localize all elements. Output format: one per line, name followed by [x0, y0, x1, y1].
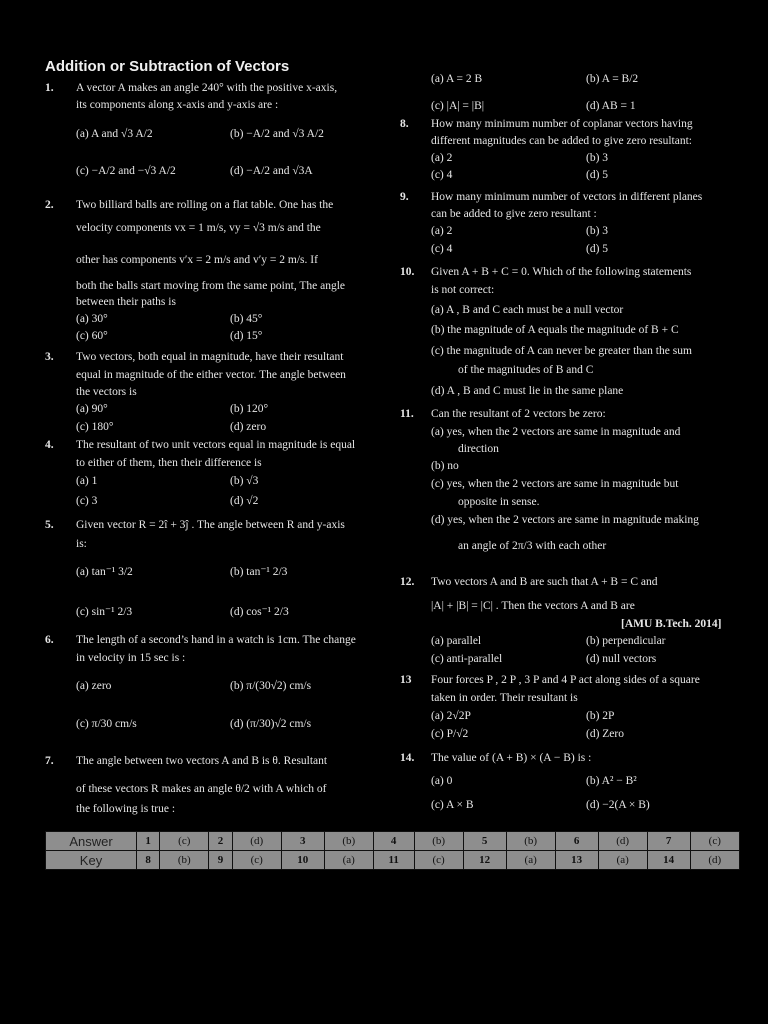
q4-option-c: (c) 3 — [76, 495, 98, 507]
q2-text-5: between their paths is — [76, 296, 176, 308]
answer-key-table — [45, 831, 740, 870]
q2-option-c: (c) 60° — [76, 330, 108, 342]
q2-text-2: velocity components vx = 1 m/s, vy = √3 m/s and the — [76, 222, 321, 234]
q11-option-c-1: (c) yes, when the 2 vectors are same in magnitude but — [431, 478, 679, 490]
q8-option-c: (c) 4 — [431, 169, 453, 181]
q12-text-1: Two vectors A and B are such that A + B = C and — [431, 576, 658, 588]
q6-text-2: in velocity in 15 sec is : — [76, 652, 186, 664]
answer-key-answer: (d) — [598, 832, 647, 851]
q12-number: 12. — [400, 576, 415, 588]
q4-number: 4. — [45, 439, 54, 451]
q5-option-a: (a) tan⁻¹ 3/2 — [76, 566, 133, 578]
q5-option-b: (b) tan⁻¹ 2/3 — [230, 566, 288, 578]
q11-option-a-1: (a) yes, when the 2 vectors are same in magnitude and — [431, 426, 681, 438]
q7-option-d: (d) AB = 1 — [586, 100, 636, 112]
q11-option-d-1: (d) yes, when the 2 vectors are same in magnitude making — [431, 514, 699, 526]
answer-key-question: 2 — [209, 832, 232, 851]
answer-key-answer: (a) — [506, 851, 555, 870]
q1-number: 1. — [45, 82, 54, 94]
q11-option-b: (b) no — [431, 460, 459, 472]
q4-option-b: (b) √3 — [230, 475, 259, 487]
q4-option-d: (d) √2 — [230, 495, 259, 507]
q1-option-b: (b) −A/2 and √3 A/2 — [230, 128, 324, 140]
q8-option-d: (d) 5 — [586, 169, 609, 181]
q9-option-a: (a) 2 — [431, 225, 453, 237]
answer-key-question: 13 — [555, 851, 598, 870]
q11-option-a-2: direction — [458, 443, 499, 455]
q9-number: 9. — [400, 191, 409, 203]
q3-text-1: Two vectors, both equal in magnitude, have their resultant — [76, 351, 344, 363]
q10-text-2: is not correct: — [431, 284, 495, 296]
q4-option-a: (a) 1 — [76, 475, 98, 487]
q14-option-a: (a) 0 — [431, 775, 453, 787]
q7-option-b: (b) A = B/2 — [586, 73, 639, 85]
answer-key-question: 7 — [647, 832, 690, 851]
q3-option-a: (a) 90° — [76, 403, 108, 415]
q8-text-1: How many minimum number of coplanar vectors having — [431, 118, 693, 130]
q10-text-1: Given A + B + C = 0. Which of the following statements — [431, 266, 692, 278]
q12-option-a: (a) parallel — [431, 635, 482, 647]
q2-option-a: (a) 30° — [76, 313, 108, 325]
q12-option-c: (c) anti-parallel — [431, 653, 503, 665]
answer-key-answer: (b) — [324, 832, 373, 851]
answer-key-row-2 — [46, 851, 740, 870]
q4-text-2: to either of them, then their difference is — [76, 457, 262, 469]
answer-key-question: 8 — [137, 851, 160, 870]
q9-option-d: (d) 5 — [586, 243, 609, 255]
q12-text-2: |A| + |B| = |C| . Then the vectors A and B are — [431, 600, 635, 612]
q13-text-2: taken in order. Their resultant is — [431, 692, 578, 704]
q7-option-a: (a) A = 2 B — [431, 73, 483, 85]
q2-option-b: (b) 45° — [230, 313, 263, 325]
answer-key-answer: (a) — [324, 851, 373, 870]
q1-text-2: its components along x-axis and y-axis are : — [76, 99, 279, 111]
q2-number: 2. — [45, 199, 54, 211]
q9-text-2: can be added to give zero resultant : — [431, 208, 597, 220]
q3-option-d: (d) zero — [230, 421, 267, 433]
q5-text-1: Given vector R = 2î + 3ĵ . The angle between R and y-axis — [76, 519, 345, 531]
answer-key-answer: (b) — [506, 832, 555, 851]
answer-key-answer: (c) — [414, 851, 463, 870]
q5-text-2: is: — [76, 538, 87, 550]
q6-option-b: (b) π/(30√2) cm/s — [230, 680, 312, 692]
q6-option-a: (a) zero — [76, 680, 112, 692]
q7-text-1: The angle between two vectors A and B is θ. Resultant — [76, 755, 328, 767]
q9-option-c: (c) 4 — [431, 243, 453, 255]
answer-key-question: 9 — [209, 851, 232, 870]
answer-key-answer: (b) — [160, 851, 209, 870]
answer-key-question: 1 — [137, 832, 160, 851]
q8-option-a: (a) 2 — [431, 152, 453, 164]
q6-option-c: (c) π/30 cm/s — [76, 718, 137, 730]
q10-option-b: (b) the magnitude of A equals the magnitude of B + C — [431, 324, 679, 336]
q1-option-a: (a) A and √3 A/2 — [76, 128, 153, 140]
q7-option-c: (c) |A| = |B| — [431, 100, 485, 112]
q8-text-2: different magnitudes can be added to give zero resultant: — [431, 135, 692, 147]
q13-option-d: (d) Zero — [586, 728, 624, 740]
answer-key-question: 4 — [373, 832, 414, 851]
q6-number: 6. — [45, 634, 54, 646]
q2-text-3: other has components v′x = 2 m/s and v′y = 2 m/s. If — [76, 254, 318, 266]
q4-text-1: The resultant of two unit vectors equal in magnitude is equal — [76, 439, 356, 451]
q14-text-1: The value of (A + B) × (A − B) is : — [431, 752, 592, 764]
q1-option-d: (d) −A/2 and √3A — [230, 165, 313, 177]
answer-key-question: 14 — [647, 851, 690, 870]
q13-option-b: (b) 2P — [586, 710, 615, 722]
answer-key-answer: (d) — [690, 851, 739, 870]
q9-text-1: How many minimum number of vectors in different planes — [431, 191, 703, 203]
q13-option-a: (a) 2√2P — [431, 710, 471, 722]
q14-option-d: (d) −2(A × B) — [586, 799, 650, 811]
q14-option-c: (c) A × B — [431, 799, 474, 811]
q7-text-2: of these vectors R makes an angle θ/2 with A which of — [76, 783, 327, 795]
q13-text-1: Four forces P , 2 P , 3 P and 4 P act along sides of a square — [431, 674, 700, 686]
q3-number: 3. — [45, 351, 54, 363]
q10-option-a: (a) A , B and C each must be a null vector — [431, 304, 624, 316]
section-title: Addition or Subtraction of Vectors — [45, 58, 290, 75]
q12-option-d: (d) null vectors — [586, 653, 657, 665]
q2-option-d: (d) 15° — [230, 330, 263, 342]
answer-key-label: Key — [46, 851, 137, 870]
answer-key-answer: (d) — [232, 832, 281, 851]
q2-text-4: both the balls start moving from the same point, The angle — [76, 280, 346, 292]
q3-option-c: (c) 180° — [76, 421, 114, 433]
q14-option-b: (b) A² − B² — [586, 775, 637, 787]
answer-key-question: 6 — [555, 832, 598, 851]
q10-option-d: (d) A , B and C must lie in the same plane — [431, 385, 624, 397]
answer-key-answer: (c) — [232, 851, 281, 870]
q8-option-b: (b) 3 — [586, 152, 609, 164]
answer-key-question: 3 — [281, 832, 324, 851]
q10-option-c-2: of the magnitudes of B and C — [458, 364, 594, 376]
q5-option-c: (c) sin⁻¹ 2/3 — [76, 606, 133, 618]
answer-key-row-1 — [46, 832, 740, 851]
answer-key-question: 11 — [373, 851, 414, 870]
q12-source: [AMU B.Tech. 2014] — [621, 618, 722, 630]
q3-text-2: equal in magnitude of the either vector. The angle between — [76, 369, 346, 381]
q11-option-c-2: opposite in sense. — [458, 496, 540, 508]
answer-key-answer: (b) — [414, 832, 463, 851]
answer-key-answer: (c) — [160, 832, 209, 851]
answer-key-question: 10 — [281, 851, 324, 870]
q8-number: 8. — [400, 118, 409, 130]
q13-number: 13 — [400, 674, 412, 686]
answer-key-question: 12 — [463, 851, 506, 870]
q6-text-1: The length of a second’s hand in a watch is 1cm. The change — [76, 634, 356, 646]
q12-option-b: (b) perpendicular — [586, 635, 666, 647]
q10-option-c-1: (c) the magnitude of A can never be greater than the sum — [431, 345, 692, 357]
answer-key-question: 5 — [463, 832, 506, 851]
q1-option-c: (c) −A/2 and −√3 A/2 — [76, 165, 176, 177]
q5-number: 5. — [45, 519, 54, 531]
q2-text-1: Two billiard balls are rolling on a flat table. One has the — [76, 199, 334, 211]
answer-key-answer: (c) — [690, 832, 739, 851]
q6-option-d: (d) (π/30)√2 cm/s — [230, 718, 312, 730]
q11-text-1: Can the resultant of 2 vectors be zero: — [431, 408, 606, 420]
q3-option-b: (b) 120° — [230, 403, 269, 415]
q11-option-d-2: an angle of 2π/3 with each other — [458, 540, 607, 552]
q7-number: 7. — [45, 755, 54, 767]
q10-number: 10. — [400, 266, 415, 278]
q11-number: 11. — [400, 408, 414, 420]
answer-key-label: Answer — [46, 832, 137, 851]
q3-text-3: the vectors is — [76, 386, 137, 398]
q1-text-1: A vector A makes an angle 240° with the positive x-axis, — [76, 82, 338, 94]
q14-number: 14. — [400, 752, 415, 764]
q9-option-b: (b) 3 — [586, 225, 609, 237]
q13-option-c: (c) P/√2 — [431, 728, 469, 740]
q7-text-3: the following is true : — [76, 803, 176, 815]
answer-key-answer: (a) — [598, 851, 647, 870]
q5-option-d: (d) cos⁻¹ 2/3 — [230, 606, 289, 618]
